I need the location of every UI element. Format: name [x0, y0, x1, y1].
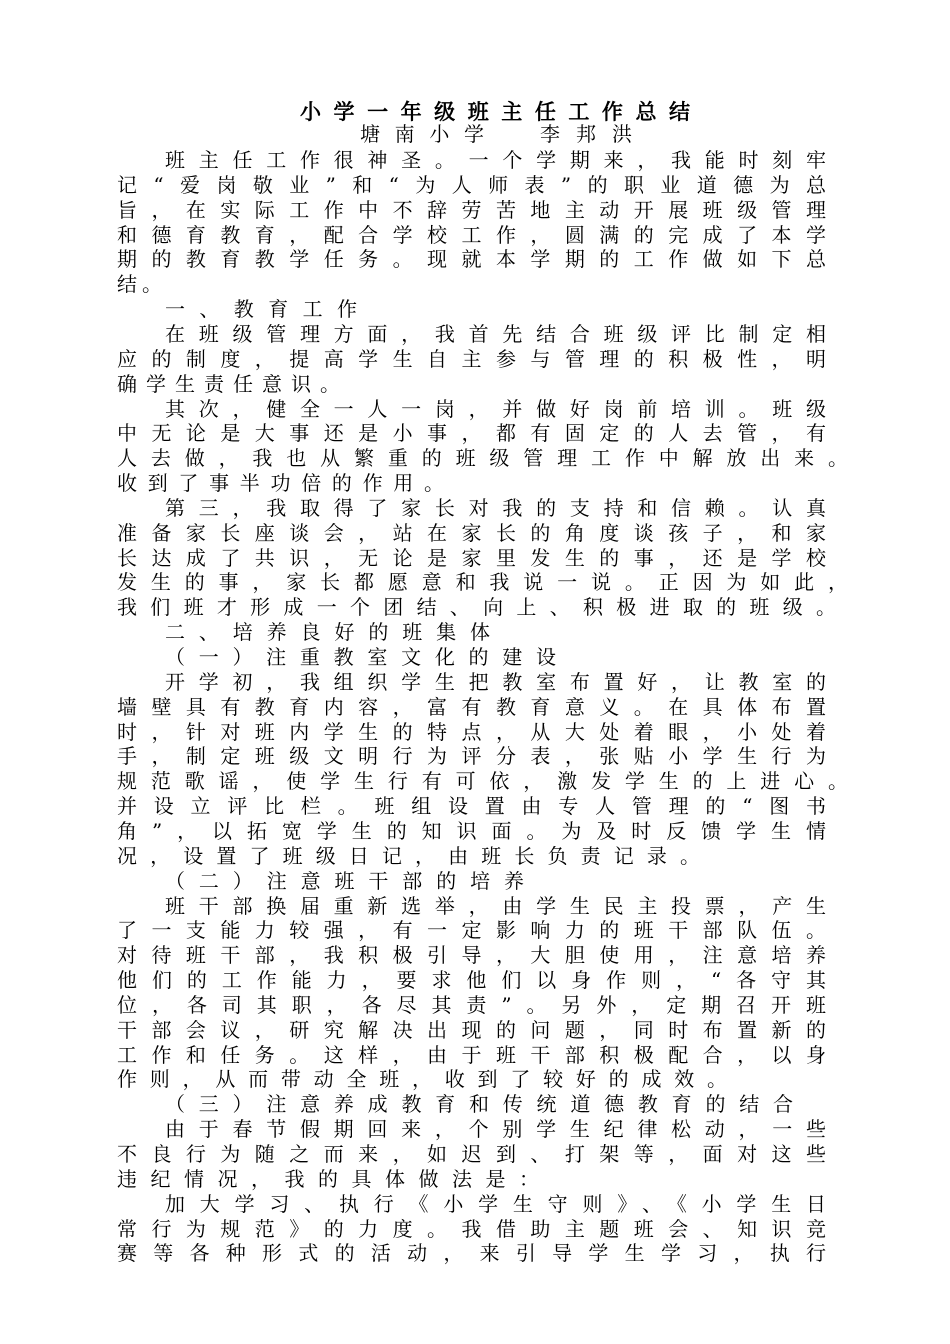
- body-line: （二）注意班干部的培养: [165, 868, 524, 893]
- body-line: 我们班才形成一个团结、向上、积极进取的班级。: [117, 595, 836, 620]
- body-line: 一、教育工作: [165, 297, 357, 322]
- body-line: 旨，在实际工作中不辞劳苦地主动开展班级管理: [117, 197, 826, 222]
- body-line: 角”，以拓宽学生的知识面。为及时反馈学生情: [117, 818, 826, 843]
- body-line: 和德育教育，配合学校工作，圆满的完成了本学: [117, 222, 826, 247]
- document-title: 小学一年级班主任工作总结: [300, 99, 690, 124]
- body-line: 二、培养良好的班集体: [165, 620, 490, 645]
- body-line: 期的教育教学任务。现就本学期的工作做如下总: [117, 247, 826, 272]
- body-line: 常行为规范》的力度。我借助主题班会、知识竞: [117, 1216, 826, 1241]
- body-line: 工作和任务。这样，由于班干部积极配合，以身: [117, 1042, 826, 1067]
- school-name: 塘南小学: [360, 122, 484, 146]
- body-line: 开学初，我组织学生把教室布置好，让教室的: [165, 669, 826, 694]
- body-line: 长达成了共识，无论是家里发生的事，还是学校: [117, 545, 826, 570]
- body-line: 由于春节假期回来，个别学生纪律松动，一些: [165, 1117, 826, 1142]
- body-line: 况，设置了班级日记，由班长负责记录。: [117, 843, 700, 868]
- body-line: 不良行为随之而来，如迟到、打架等，面对这些: [117, 1142, 826, 1166]
- body-line: 并设立评比栏。班组设置由专人管理的“图书: [117, 794, 826, 819]
- body-line: 确学生责任意识。: [117, 371, 340, 396]
- body-line: 对待班干部，我积极引导，大胆使用，注意培养: [117, 943, 826, 968]
- body-line: 干部会议，研究解决出现的问题，同时布置新的: [117, 1017, 826, 1042]
- body-line: 在班级管理方面，我首先结合班级评比制定相: [165, 321, 826, 346]
- body-line: 时，针对班内学生的特点，从大处着眼，小处着: [117, 719, 826, 744]
- body-line: 违纪情况，我的具体做法是：: [117, 1166, 539, 1191]
- body-line: 了一支能力较强，有一定影响力的班干部队伍。: [117, 918, 826, 943]
- body-line: 第三，我取得了家长对我的支持和信赖。认真: [165, 495, 826, 520]
- body-line: 位，各司其职，各尽其责”。另外，定期召开班: [117, 992, 826, 1017]
- body-line: （三）注意养成教育和传统道德教育的结合: [165, 1092, 793, 1117]
- body-line: 结。: [117, 272, 162, 297]
- body-line: 墙壁具有教育内容，富有教育意义。在具体布置: [117, 694, 826, 719]
- body-line: 手，制定班级文明行为评分表，张贴小学生行为: [117, 744, 826, 769]
- body-line: 规范歌谣，使学生行有可依，激发学生的上进心。: [117, 769, 848, 794]
- author-name: 李邦洪: [540, 122, 632, 146]
- body-line: 发生的事，家长都愿意和我说一说。正因为如此，: [117, 570, 848, 595]
- body-line: 班主任工作很神圣。一个学期来，我能时刻牢: [165, 148, 826, 172]
- body-line: 应的制度，提高学生自主参与管理的积极性，明: [117, 346, 826, 371]
- body-line: 人去做，我也从繁重的班级管理工作中解放出来。: [117, 446, 848, 471]
- body-line: 他们的工作能力，要求他们以身作则，“各守其: [117, 968, 826, 993]
- body-line: 其次，健全一人一岗，并做好岗前培训。班级: [165, 396, 826, 421]
- body-line: 赛等各种形式的活动，来引导学生学习，执行: [117, 1241, 826, 1266]
- body-line: （一）注重教室文化的建设: [165, 645, 556, 669]
- body-line: 作则，从而带动全班，收到了较好的成效。: [117, 1067, 727, 1092]
- body-line: 收到了事半功倍的作用。: [117, 471, 444, 496]
- body-line: 加大学习、执行《小学生守则》、《小学生日: [165, 1191, 826, 1216]
- body-line: 中无论是大事还是小事，都有固定的人去管，有: [117, 421, 826, 446]
- body-line: 记“爱岗敬业”和“为人师表”的职业道德为总: [117, 172, 826, 197]
- body-line: 准备家长座谈会，站在家长的角度谈孩子，和家: [117, 520, 826, 545]
- body-line: 班干部换届重新选举，由学生民主投票，产生: [165, 893, 826, 918]
